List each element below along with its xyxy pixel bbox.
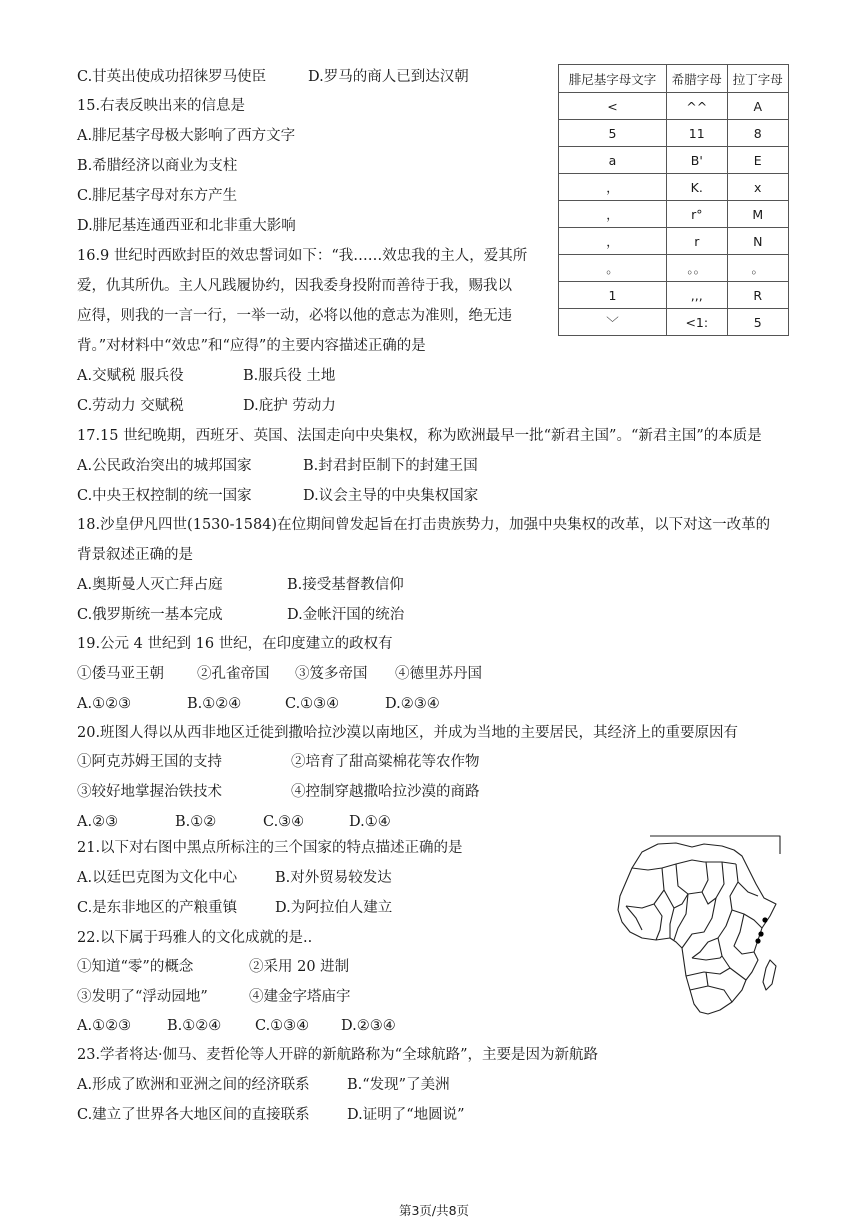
- table-row: [559, 282, 789, 309]
- table-cell: R: [727, 282, 788, 309]
- q19-item-4: ④德里苏丹国: [395, 666, 482, 682]
- q16-options-ab: [77, 366, 335, 386]
- q16-option-c: C.劳动力 交赋税: [77, 398, 184, 414]
- q21-option-b: B.对外贸易较发达: [275, 870, 392, 886]
- page-footer: 第3页/共8页: [398, 1203, 470, 1218]
- table-cell: A: [727, 93, 788, 120]
- map-marker-dot: [758, 931, 763, 936]
- table-row: [559, 120, 789, 147]
- table-cell: 11: [667, 120, 728, 147]
- table-row: [559, 309, 789, 336]
- table-cell: r°: [667, 201, 728, 228]
- q21-option-d: D.为阿拉伯人建立: [275, 900, 393, 916]
- q22-option-d: D.②③④: [341, 1018, 396, 1034]
- map-marker-dot: [755, 938, 760, 943]
- q17-option-d: D.议会主导的中央集权国家: [303, 488, 479, 504]
- q18-option-a: A.奥斯曼人灭亡拜占庭: [77, 577, 223, 593]
- table-cell: x: [727, 174, 788, 201]
- q20-item-1: ①阿克苏姆王国的支持: [77, 754, 222, 770]
- q23-options-ab: [77, 1075, 450, 1095]
- q19-item-2: ②孔雀帝国: [197, 666, 270, 682]
- q18-options-ab: [77, 575, 404, 595]
- q18-option-c: C.俄罗斯统一基本完成: [77, 607, 223, 623]
- q20-option-a: A.②③: [77, 814, 119, 830]
- q20-option-d: D.①④: [349, 814, 391, 830]
- table-cell: 。。: [667, 255, 728, 282]
- table-row: [559, 147, 789, 174]
- table-cell: E: [727, 147, 788, 174]
- q16-option-a: A.交赋税 服兵役: [77, 368, 184, 384]
- q21-option-c: C.是东非地区的产粮重镇: [77, 900, 238, 916]
- q17-option-b: B.封君封臣制下的封建王国: [303, 458, 478, 474]
- q18-stem-line-2: 背景叙述正确的是: [77, 547, 193, 563]
- q15-option-a: A.腓尼基字母极大影响了西方文字: [77, 128, 296, 144]
- table-cell: 。: [559, 255, 667, 282]
- q15-stem: 15.右表反映出来的信息是: [77, 98, 246, 114]
- table-cell: ，: [559, 174, 667, 201]
- africa-map-icon: [612, 834, 782, 1024]
- q15-option-c: C.腓尼基字母对东方产生: [77, 188, 238, 204]
- q16-option-d: D.庇护 劳动力: [243, 398, 336, 414]
- q23-stem: 23.学者将达·伽马、麦哲伦等人开辟的新航路称为“全球航路”，主要是因为新航路: [77, 1047, 598, 1063]
- q17-options-ab: [77, 456, 478, 476]
- q22-options: [77, 1016, 396, 1036]
- q17-options-cd: [77, 486, 478, 506]
- table-cell: 。: [727, 255, 788, 282]
- table-row: [559, 174, 789, 201]
- q19-stem: 19.公元 4 世纪到 16 世纪，在印度建立的政权有: [77, 636, 393, 652]
- q20-item-2: ②培育了甜高粱棉花等农作物: [291, 754, 480, 770]
- table-cell: 8: [727, 120, 788, 147]
- table-cell: 1: [559, 282, 667, 309]
- table-row: [559, 228, 789, 255]
- header-greek: 希腊字母: [667, 65, 728, 93]
- q19-item-1: ①倭马亚王朝: [77, 666, 164, 682]
- q15-option-d: D.腓尼基连通西亚和北非重大影响: [77, 218, 296, 234]
- q22-item-1: ①知道“零”的概念: [77, 959, 194, 975]
- q19-items: [77, 664, 482, 684]
- table-cell: K.: [667, 174, 728, 201]
- table-cell: ^^: [667, 93, 728, 120]
- q23-options-cd: [77, 1105, 465, 1125]
- q19-item-3: ③笈多帝国: [295, 666, 368, 682]
- q23-option-a: A.形成了欧洲和亚洲之间的经济联系: [77, 1077, 310, 1093]
- q20-options: [77, 812, 391, 832]
- q21-options-cd: [77, 898, 392, 918]
- q16-stem-line-1: 16.9 世纪时西欧封臣的效忠誓词如下：“我……效忠我的主人，爱其所: [77, 248, 528, 264]
- q16-stem-line-2: 爱，仇其所仇。主人凡践履协约，因我委身投附而善待于我，赐我以: [77, 278, 512, 294]
- q23-option-b: B.“发现”了美洲: [347, 1077, 450, 1093]
- q14-option-c: C.甘英出使成功招徕罗马使臣: [77, 69, 267, 85]
- q16-stem-line-3: 应得，则我的一言一行，一举一动，必将以他的意志为准则，绝无违: [77, 308, 512, 324]
- table-cell: ，: [559, 228, 667, 255]
- header-phoenician: 腓尼基字母文字: [559, 65, 667, 93]
- q22-stem: 22.以下属于玛雅人的文化成就的是..: [77, 930, 313, 946]
- table-cell: ,,,: [667, 282, 728, 309]
- table-row: [559, 93, 789, 120]
- alphabet-comparison-table: [558, 64, 789, 336]
- table-header-row: [559, 65, 789, 93]
- table-cell: a: [559, 147, 667, 174]
- table-cell: r: [667, 228, 728, 255]
- q18-option-d: D.金帐汗国的统治: [287, 607, 405, 623]
- q15-option-b: B.希腊经济以商业为支柱: [77, 158, 238, 174]
- q22-item-2: ②采用 20 进制: [249, 959, 350, 975]
- q23-option-c: C.建立了世界各大地区间的直接联系: [77, 1107, 310, 1123]
- q22-items-12: [77, 957, 349, 977]
- q19-option-b: B.①②④: [187, 696, 242, 712]
- header-latin: 拉丁字母: [727, 65, 788, 93]
- table-cell: M: [727, 201, 788, 228]
- table-cell: ，: [559, 201, 667, 228]
- table-cell: <: [559, 93, 667, 120]
- q20-item-4: ④控制穿越撒哈拉沙漠的商路: [291, 784, 480, 800]
- q19-option-d: D.②③④: [385, 696, 440, 712]
- table-cell: ﹀: [559, 309, 667, 336]
- q16-option-b: B.服兵役 土地: [243, 368, 336, 384]
- q20-item-3: ③较好地掌握治铁技术: [77, 784, 222, 800]
- q20-option-b: B.①②: [175, 814, 217, 830]
- q18-option-b: B.接受基督教信仰: [287, 577, 404, 593]
- q20-items-34: [77, 782, 480, 802]
- q17-stem: 17.15 世纪晚期，西班牙、英国、法国走向中央集权，称为欧洲最早一批“新君主国”。“新君主国”的本质是: [77, 428, 762, 444]
- q20-items-12: [77, 752, 480, 772]
- table-cell: <1:: [667, 309, 728, 336]
- q22-option-b: B.①②④: [167, 1018, 222, 1034]
- q21-option-a: A.以廷巴克图为文化中心: [77, 870, 238, 886]
- table-row: [559, 255, 789, 282]
- q19-options: [77, 694, 440, 714]
- q17-option-c: C.中央王权控制的统一国家: [77, 488, 252, 504]
- q23-option-d: D.证明了“地圆说”: [347, 1107, 465, 1123]
- q14-options-cd: [77, 67, 469, 87]
- q19-option-c: C.①③④: [285, 696, 340, 712]
- q17-option-a: A.公民政治突出的城邦国家: [77, 458, 252, 474]
- q18-options-cd: [77, 605, 404, 625]
- q14-option-d: D.罗马的商人已到达汉朝: [308, 69, 469, 85]
- q22-item-3: ③发明了“浮动园地”: [77, 989, 208, 1005]
- table-cell: N: [727, 228, 788, 255]
- madagascar-outline: [763, 960, 776, 990]
- map-marker-dot: [762, 917, 767, 922]
- q22-items-34: [77, 987, 351, 1007]
- q21-stem: 21.以下对右图中黑点所标注的三个国家的特点描述正确的是: [77, 840, 463, 856]
- q20-option-c: C.③④: [263, 814, 305, 830]
- q19-option-a: A.①②③: [77, 696, 132, 712]
- q22-item-4: ④建金字塔庙宇: [249, 989, 351, 1005]
- table-cell: 5: [559, 120, 667, 147]
- table-cell: B': [667, 147, 728, 174]
- q18-stem-line-1: 18.沙皇伊凡四世(1530-1584)在位期间曾发起旨在打击贵族势力，加强中央集权的改革，以下对这一改革的: [77, 517, 771, 533]
- q16-options-cd: [77, 396, 336, 416]
- q22-option-a: A.①②③: [77, 1018, 132, 1034]
- table-row: [559, 201, 789, 228]
- q22-option-c: C.①③④: [255, 1018, 310, 1034]
- table-cell: 5: [727, 309, 788, 336]
- q16-stem-line-4: 背。”对材料中“效忠”和“应得”的主要内容描述正确的是: [77, 338, 426, 354]
- q20-stem: 20.班图人得以从西非地区迁徙到撒哈拉沙漠以南地区，并成为当地的主要居民，其经济上的重要原因有: [77, 725, 739, 741]
- q21-options-ab: [77, 868, 392, 888]
